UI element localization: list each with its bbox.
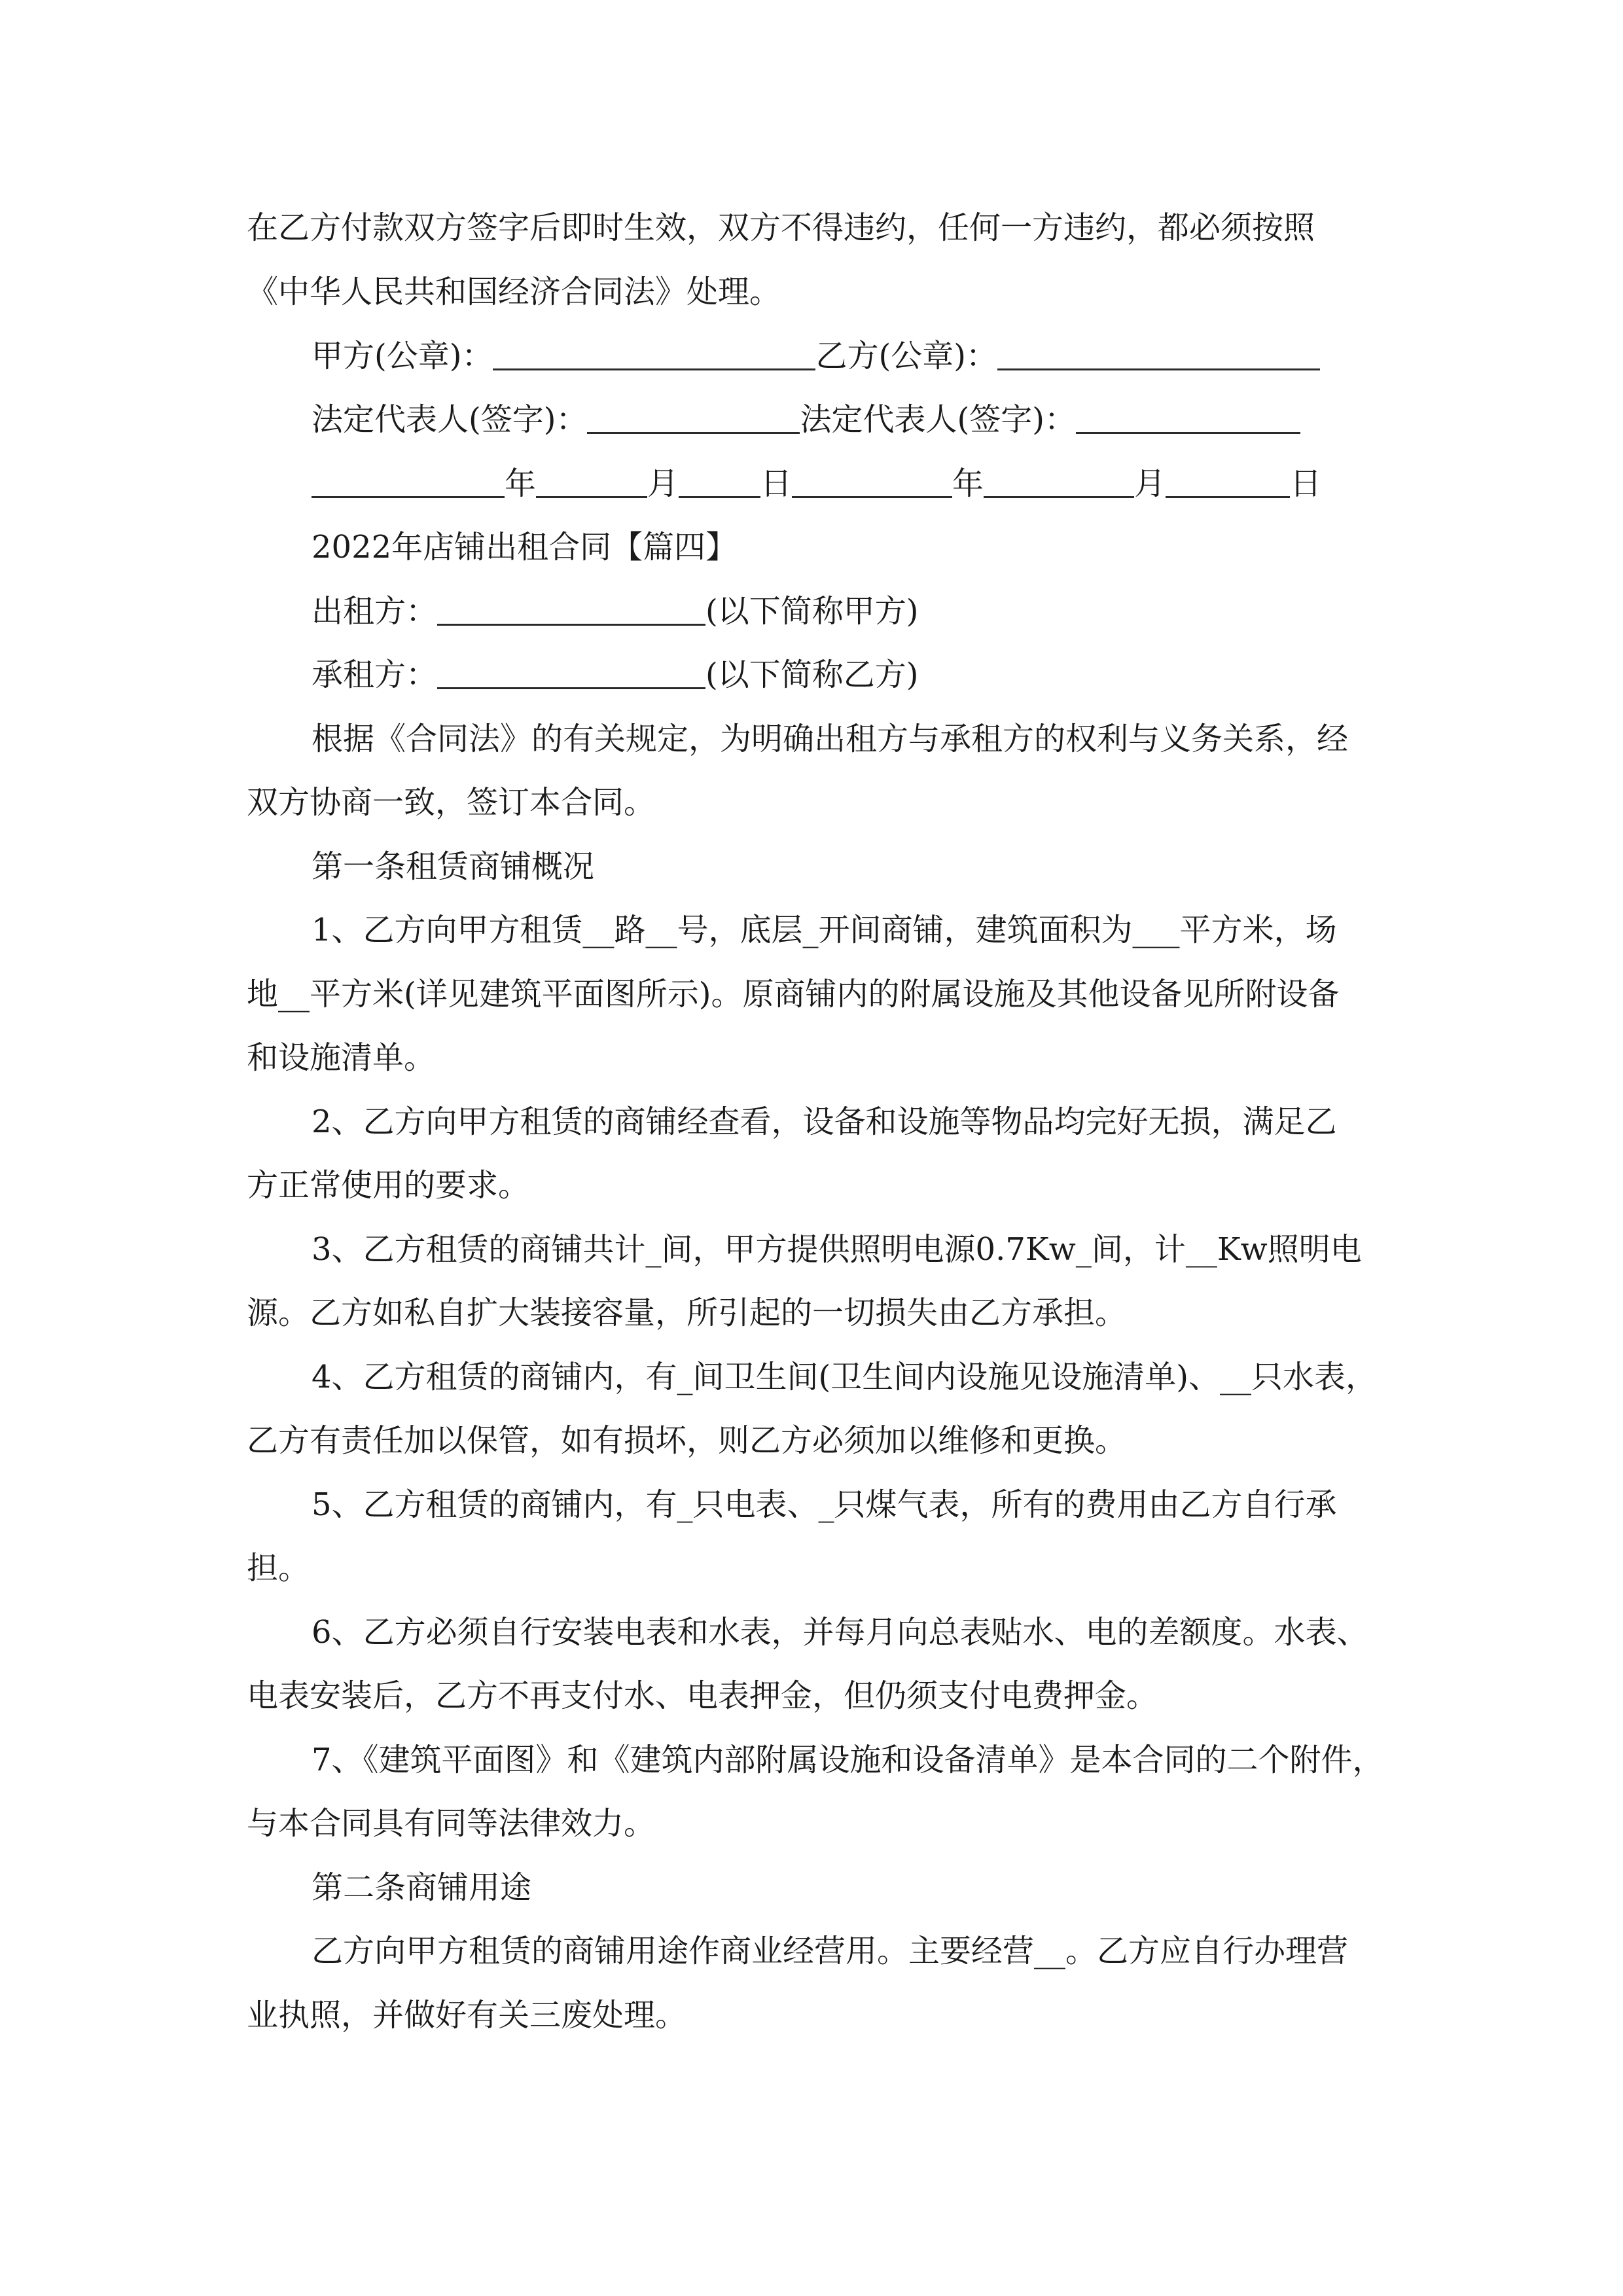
- text-line: 源。乙方如私自扩大装接容量，所引起的一切损失由乙方承担。: [247, 1295, 1127, 1331]
- text-line: 在乙方付款双方签字后即时生效，双方不得违约，任何一方违约，都必须按照: [247, 209, 1315, 246]
- party-b-seal-blank: [997, 340, 1320, 370]
- party-b-seal-label: 乙方(公章)：: [815, 338, 997, 374]
- article-heading: 第一条租赁商铺概况: [312, 848, 595, 885]
- text-line: 双方协商一致，签订本合同。: [247, 784, 656, 821]
- section-heading: 2022年店铺出租合同【篇四】: [312, 529, 738, 565]
- date-month: 月: [1134, 465, 1166, 502]
- lessor-note: (以下简称甲方): [705, 593, 919, 630]
- date-blank: [984, 467, 1134, 498]
- seal-line: [312, 336, 1320, 376]
- text-line: 方正常使用的要求。: [247, 1167, 530, 1204]
- text-line: 根据《合同法》的有关规定，为明确出租方与承租方的权利与义务关系，经: [312, 721, 1349, 757]
- text-line: 4、乙方租赁的商铺内，有_间卫生间(卫生间内设施见设施清单)、__只水表，: [312, 1359, 1377, 1395]
- date-day: 日: [760, 465, 793, 502]
- rep-a-blank: [587, 403, 800, 434]
- representative-line: [312, 400, 1300, 439]
- date-blank: [312, 467, 505, 498]
- text-line: 《中华人民共和国经济合同法》处理。: [247, 274, 781, 310]
- lessor-blank: [437, 595, 705, 626]
- party-a-seal-blank: [493, 340, 815, 370]
- text-line: 2、乙方向甲方租赁的商铺经查看，设备和设施等物品均完好无损，满足乙: [312, 1103, 1337, 1140]
- text-line: 电表安装后，乙方不再支付水、电表押金，但仍须支付电费押金。: [247, 1677, 1158, 1714]
- lessor-label: 出租方：: [312, 593, 438, 630]
- date-year: 年: [505, 465, 537, 502]
- rep-a-label: 法定代表人(签字)：: [312, 401, 588, 438]
- article-heading: 第二条商铺用途: [312, 1869, 532, 1906]
- text-line: 地__平方米(详见建筑平面图所示)。原商铺内的附属设施及其他设备见所附设备: [247, 976, 1340, 1013]
- text-line: 6、乙方必须自行安装电表和水表，并每月向总表贴水、电的差额度。水表、: [312, 1614, 1368, 1651]
- text-line: 业执照，并做好有关三废处理。: [247, 1997, 687, 2034]
- date-blank: [792, 467, 952, 498]
- text-line: 担。: [247, 1550, 310, 1587]
- lessor-line: [312, 592, 918, 631]
- text-line: 和设施清单。: [247, 1039, 436, 1076]
- party-a-seal-label: 甲方(公章)：: [312, 338, 493, 374]
- text-line: 乙方有责任加以保管，如有损坏，则乙方必须加以维修和更换。: [247, 1422, 1127, 1459]
- date-year: 年: [952, 465, 984, 502]
- date-day: 日: [1290, 465, 1322, 502]
- rep-b-label: 法定代表人(签字)：: [800, 401, 1076, 438]
- lessee-note: (以下简称乙方): [705, 656, 919, 693]
- text-line: 5、乙方租赁的商铺内，有_只电表、_只煤气表，所有的费用由乙方自行承: [312, 1486, 1337, 1523]
- rep-b-blank: [1076, 403, 1300, 434]
- text-line: 与本合同具有同等法律效力。: [247, 1805, 656, 1842]
- date-line: [312, 464, 1321, 503]
- date-blank: [679, 467, 760, 498]
- text-line: 乙方向甲方租赁的商铺用途作商业经营用。主要经营__。乙方应自行办理营: [312, 1933, 1349, 1969]
- text-line: 7、《建筑平面图》和《建筑内部附属设施和设备清单》是本合同的二个附件，: [312, 1742, 1384, 1778]
- date-blank: [1166, 467, 1290, 498]
- lessee-label: 承租方：: [312, 656, 438, 693]
- lessee-blank: [437, 658, 705, 689]
- date-blank: [536, 467, 647, 498]
- date-month: 月: [647, 465, 679, 502]
- lessee-line: [312, 655, 918, 694]
- text-line: 1、乙方向甲方租赁__路__号，底层_开间商铺，建筑面积为___平方米，场: [312, 912, 1337, 948]
- text-line: 3、乙方租赁的商铺共计_间，甲方提供照明电源0.7Kw_间，计__Kw照明电: [312, 1231, 1362, 1268]
